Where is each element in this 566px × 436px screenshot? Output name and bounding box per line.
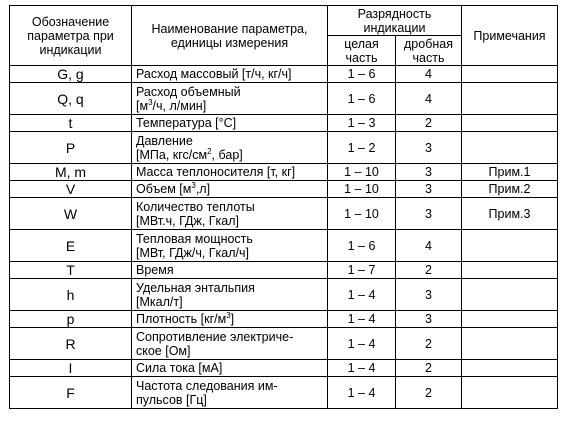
- table-row: [10, 360, 558, 377]
- parameter-table-container: [9, 5, 558, 409]
- table-row: [10, 83, 558, 115]
- cell-name: Температура [°С]: [132, 115, 328, 132]
- cell-name: Давление [МПа, кгс/$см^2$, бар]: [132, 132, 328, 164]
- cell-integer: 1 – 4: [328, 328, 396, 360]
- cell-integer: 1 – 3: [328, 115, 396, 132]
- cell-note: Прим.3: [462, 198, 558, 230]
- cell-fraction: 3: [396, 311, 462, 328]
- cell-integer: 1 – 6: [328, 83, 396, 115]
- cell-fraction: 3: [396, 181, 462, 198]
- cell-integer: 1 – 4: [328, 377, 396, 409]
- cell-note: [462, 115, 558, 132]
- cell-integer: 1 – 4: [328, 279, 396, 311]
- cell-symbol: F: [10, 377, 132, 409]
- table-row: [10, 279, 558, 311]
- cell-fraction: 2: [396, 377, 462, 409]
- cell-name: Время: [132, 262, 328, 279]
- cell-symbol: p: [10, 311, 132, 328]
- cell-name: Количество теплоты [МВт.ч, ГДж, Гкал]: [132, 198, 328, 230]
- table-row: [10, 115, 558, 132]
- cell-name: Частота следования им- пульсов [Гц]: [132, 377, 328, 409]
- cell-note: [462, 83, 558, 115]
- cell-note: [462, 311, 558, 328]
- cell-name: Расход объемный [$м^3/ч$, л/мин]: [132, 83, 328, 115]
- cell-symbol: G, g: [10, 66, 132, 83]
- cell-fraction: 3: [396, 132, 462, 164]
- cell-fraction: 2: [396, 328, 462, 360]
- table-body: [10, 66, 558, 409]
- cell-integer: 1 – 6: [328, 230, 396, 262]
- header-notes: Примечания: [462, 6, 558, 66]
- cell-note: [462, 66, 558, 83]
- table-row: [10, 132, 558, 164]
- cell-fraction: 2: [396, 115, 462, 132]
- cell-note: [462, 360, 558, 377]
- cell-note: Прим.1: [462, 164, 558, 181]
- cell-symbol: V: [10, 181, 132, 198]
- cell-symbol: M, m: [10, 164, 132, 181]
- table-row: [10, 198, 558, 230]
- cell-symbol: P: [10, 132, 132, 164]
- cell-note: [462, 377, 558, 409]
- cell-name: Расход массовый [т/ч, кг/ч]: [132, 66, 328, 83]
- cell-fraction: 4: [396, 83, 462, 115]
- cell-symbol: E: [10, 230, 132, 262]
- cell-symbol: W: [10, 198, 132, 230]
- cell-note: [462, 279, 558, 311]
- cell-note: [462, 328, 558, 360]
- table-row: [10, 262, 558, 279]
- table-row: [10, 66, 558, 83]
- cell-symbol: T: [10, 262, 132, 279]
- table-row: [10, 164, 558, 181]
- cell-fraction: 4: [396, 230, 462, 262]
- cell-symbol: R: [10, 328, 132, 360]
- header-integer: целая часть: [328, 36, 396, 66]
- cell-name: Удельная энтальпия [Мкал/т]: [132, 279, 328, 311]
- cell-fraction: 3: [396, 164, 462, 181]
- table-row: [10, 230, 558, 262]
- table-row: [10, 181, 558, 198]
- cell-fraction: 4: [396, 66, 462, 83]
- cell-symbol: Q, q: [10, 83, 132, 115]
- header-digits: Разрядность индикации: [328, 6, 462, 36]
- parameter-table: [9, 5, 558, 409]
- cell-integer: 1 – 10: [328, 164, 396, 181]
- cell-symbol: h: [10, 279, 132, 311]
- cell-name: Сила тока [мА]: [132, 360, 328, 377]
- cell-name: Сопротивление электриче- ское [Ом]: [132, 328, 328, 360]
- cell-fraction: 2: [396, 360, 462, 377]
- cell-note: [462, 262, 558, 279]
- cell-fraction: 2: [396, 262, 462, 279]
- cell-name: Тепловая мощность [МВт, ГДж/ч, Гкал/ч]: [132, 230, 328, 262]
- header-symbol: Обозначение параметра при индикации: [10, 6, 132, 66]
- cell-fraction: 3: [396, 279, 462, 311]
- header-fraction: дробная часть: [396, 36, 462, 66]
- cell-integer: 1 – 7: [328, 262, 396, 279]
- table-row: [10, 328, 558, 360]
- table-row: [10, 377, 558, 409]
- cell-note: Прим.2: [462, 181, 558, 198]
- cell-name: Масса теплоносителя [т, кг]: [132, 164, 328, 181]
- cell-symbol: t: [10, 115, 132, 132]
- cell-name: Плотность $[кг/м^3]$: [132, 311, 328, 328]
- cell-integer: 1 – 2: [328, 132, 396, 164]
- table-row: [10, 311, 558, 328]
- cell-integer: 1 – 4: [328, 360, 396, 377]
- cell-symbol: I: [10, 360, 132, 377]
- cell-integer: 1 – 4: [328, 311, 396, 328]
- cell-integer: 1 – 10: [328, 198, 396, 230]
- cell-integer: 1 – 10: [328, 181, 396, 198]
- header-name: Наименование параметра, единицы измерения: [132, 6, 328, 66]
- cell-note: [462, 230, 558, 262]
- cell-integer: 1 – 6: [328, 66, 396, 83]
- cell-name: Объем $[м^3,л]$: [132, 181, 328, 198]
- cell-fraction: 3: [396, 198, 462, 230]
- cell-note: [462, 132, 558, 164]
